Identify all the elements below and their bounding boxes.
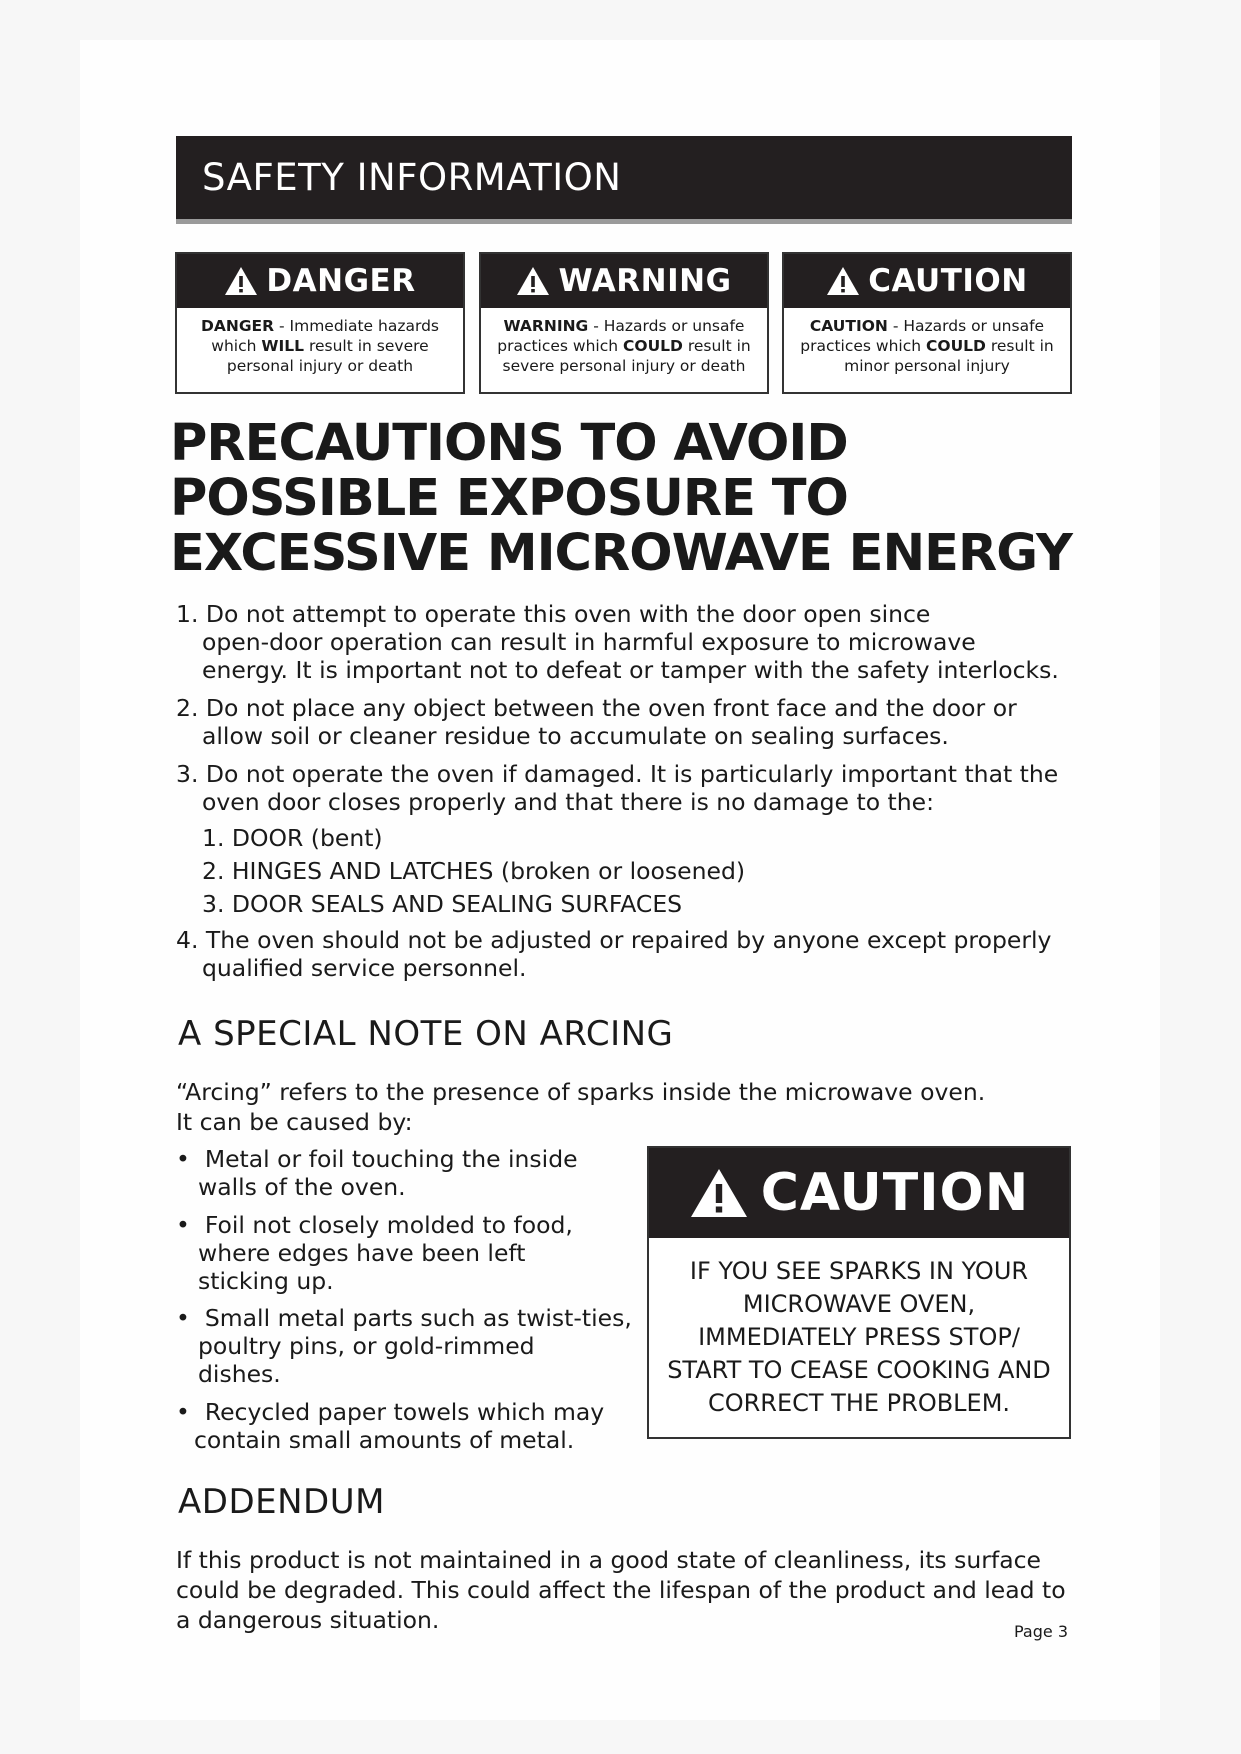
arcing-intro-line: It can be caused by: [176, 1108, 413, 1136]
danger-box [175, 252, 465, 394]
warning-description [481, 308, 767, 376]
precaution-line: allow soil or cleaner residue to accumulate on sealing surfaces. [202, 722, 949, 750]
danger-text-2: which [211, 337, 257, 355]
arcing-caution-line: START TO CEASE COOKING AND [667, 1356, 1051, 1384]
bullet-text: Recycled paper towels which may [204, 1398, 605, 1426]
precautions-title-line: EXCESSIVE MICROWAVE ENERGY [170, 524, 1072, 583]
addendum-heading: ADDENDUM [178, 1482, 385, 1522]
addendum-line: If this product is not maintained in a good state of cleanliness, its surface [176, 1546, 1041, 1574]
precaution-item-1 [176, 600, 1059, 684]
warning-text-3: result in [687, 337, 751, 355]
precaution-item-4 [176, 926, 1051, 982]
precaution-line: open-door operation can result in harmful exposure to microwave [202, 628, 976, 656]
bullet-text: walls of the oven. [198, 1173, 406, 1201]
damage-subitem: 1. DOOR (bent) [202, 824, 383, 852]
danger-key: DANGER [200, 317, 275, 335]
arcing-heading: A SPECIAL NOTE ON ARCING [178, 1014, 674, 1054]
danger-header [177, 254, 463, 308]
precaution-line: 3. Do not operate the oven if damaged. It is particularly important that the [176, 760, 1059, 788]
addendum-line: a dangerous situation. [176, 1606, 440, 1634]
precaution-item-2 [176, 694, 1017, 750]
arcing-caution-line: CORRECT THE PROBLEM. [707, 1389, 1011, 1417]
arcing-caution-box [647, 1146, 1071, 1439]
warning-header [481, 254, 767, 308]
damage-subitem: 2. HINGES AND LATCHES (broken or loosened) [202, 857, 746, 885]
bullet-text: Metal or foil touching the inside [204, 1145, 578, 1173]
bullet-text: dishes. [198, 1360, 281, 1388]
bullet-text: poultry pins, or gold-rimmed [198, 1332, 535, 1360]
bullet-icon: • [176, 1145, 190, 1173]
bullet-text: contain small amounts of metal. [194, 1426, 575, 1454]
danger-text-4: personal injury or death [226, 357, 414, 375]
bullet-icon: • [176, 1304, 190, 1332]
precaution-item-3 [176, 760, 1058, 816]
section-title: SAFETY INFORMATION [202, 156, 622, 199]
precaution-line: energy. It is important not to defeat or tamper with the safety interlocks. [202, 656, 1059, 684]
danger-text-1: - Immediate hazards [279, 317, 439, 335]
precaution-line: 1. Do not attempt to operate this oven with the door open since [176, 600, 931, 628]
section-header-bar [176, 136, 1072, 224]
precaution-line: 4. The oven should not be adjusted or repaired by anyone except properly [176, 926, 1052, 954]
arcing-bullet-1 [176, 1145, 578, 1201]
warning-text-could: COULD [623, 337, 683, 355]
caution-text-could: COULD [926, 337, 986, 355]
arcing-intro [176, 1077, 985, 1137]
warning-key: WARNING [503, 317, 589, 335]
bullet-icon: • [176, 1398, 190, 1426]
warning-triangle-icon [516, 266, 550, 296]
warning-text-2: practices which [497, 337, 619, 355]
arcing-bullet-4 [176, 1398, 604, 1454]
caution-text-4: minor personal injury [844, 357, 1010, 375]
arcing-caution-line: MICROWAVE OVEN, [742, 1290, 976, 1318]
caution-box-small [782, 252, 1072, 394]
precautions-title-line: POSSIBLE EXPOSURE TO [170, 469, 848, 528]
precautions-title [170, 416, 1090, 581]
addendum-text [176, 1545, 1066, 1635]
damage-subitems [202, 822, 745, 921]
caution-label: CAUTION [868, 263, 1028, 299]
arcing-caution-line: IF YOU SEE SPARKS IN YOUR [689, 1257, 1029, 1285]
caution-text-2: practices which [800, 337, 922, 355]
caution-text-3: result in [990, 337, 1054, 355]
warning-triangle-icon [689, 1167, 749, 1219]
arcing-caution-text [649, 1238, 1069, 1420]
caution-key: CAUTION [809, 317, 888, 335]
warning-triangle-icon [224, 266, 258, 296]
danger-label: DANGER [266, 263, 416, 299]
page-number: Page 3 [1014, 1622, 1068, 1641]
warning-text-1: - Hazards or unsafe [593, 317, 745, 335]
arcing-bullet-2 [176, 1211, 573, 1295]
bullet-icon: • [176, 1211, 190, 1239]
warning-box [479, 252, 769, 394]
warning-label: WARNING [558, 263, 732, 299]
caution-header [784, 254, 1070, 308]
precaution-line: 2. Do not place any object between the oven front face and the door or [176, 694, 1017, 722]
bullet-text: sticking up. [198, 1267, 334, 1295]
precaution-line: qualified service personnel. [202, 954, 527, 982]
danger-description [177, 308, 463, 376]
warning-text-4: severe personal injury or death [502, 357, 746, 375]
precautions-title-line: PRECAUTIONS TO AVOID [170, 414, 848, 473]
precaution-line: oven door closes properly and that there is no damage to the: [202, 788, 935, 816]
addendum-line: could be degraded. This could affect the lifespan of the product and lead to [176, 1576, 1066, 1604]
danger-text-will: WILL [261, 337, 305, 355]
bullet-text: where edges have been left [198, 1239, 526, 1267]
arcing-caution-label: CAUTION [760, 1163, 1030, 1223]
damage-subitem: 3. DOOR SEALS AND SEALING SURFACES [202, 890, 683, 918]
arcing-intro-line: “Arcing” refers to the presence of sparks inside the microwave oven. [176, 1078, 986, 1106]
arcing-caution-line: IMMEDIATELY PRESS STOP/ [698, 1323, 1020, 1351]
bullet-text: Small metal parts such as twist-ties, [204, 1304, 632, 1332]
caution-text-1: - Hazards or unsafe [892, 317, 1045, 335]
arcing-bullet-3 [176, 1304, 632, 1388]
bullet-text: Foil not closely molded to food, [204, 1211, 573, 1239]
warning-triangle-icon [826, 266, 860, 296]
arcing-caution-header [649, 1148, 1069, 1238]
caution-description [784, 308, 1070, 376]
danger-text-3: result in severe [308, 337, 429, 355]
